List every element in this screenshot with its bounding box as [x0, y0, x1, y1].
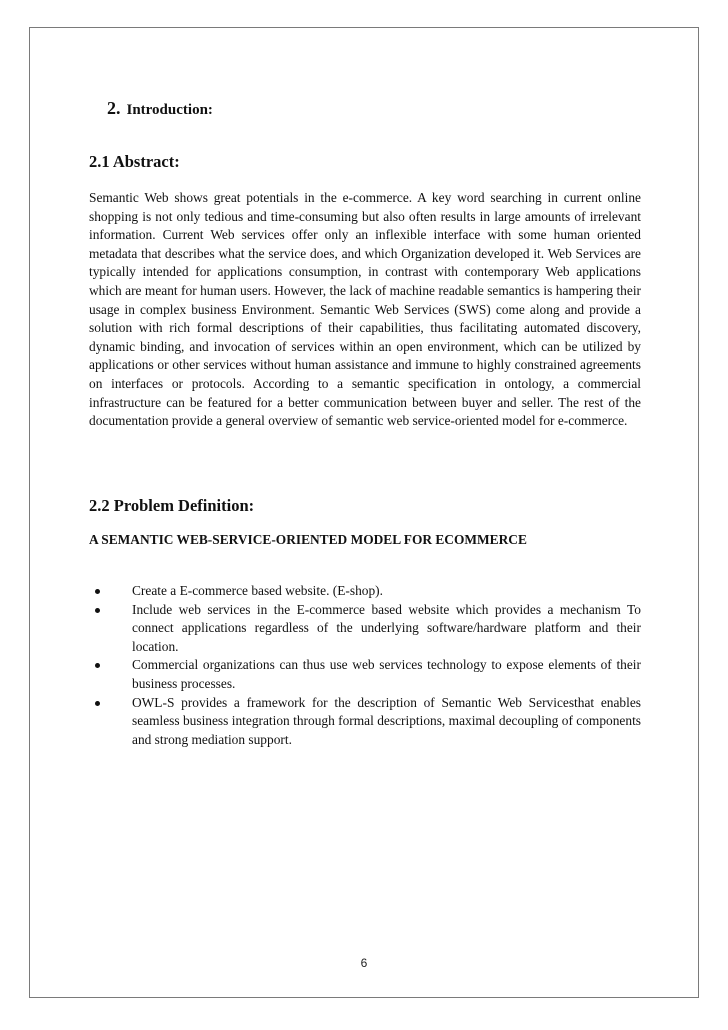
bullet-icon — [95, 608, 100, 613]
list-item — [95, 656, 641, 693]
bullet-icon — [95, 589, 100, 594]
section-title-text: Introduction: — [126, 102, 213, 118]
bullet-icon — [95, 663, 100, 668]
list-item-text: OWL-S provides a framework for the description of Semantic Web Servicesthat enables seamless business integration through formal descriptions, maximal decoupling of components and strong mediation support. — [132, 694, 641, 747]
bullet-icon — [95, 701, 100, 706]
abstract-paragraph: Semantic Web shows great potentials in the e-commerce. A key word searching in current online shopping is not only tedious and time-consuming but also often results in large amounts of irrelevant information. Current Web services offer only an inflexible interface with some human oriented metadata that describes what the service does, and which Organization developed it. Web Services are typically intended for applications consumption, in contrast with contemporary Web applications which are meant for human users. However, the lack of machine readable semantics is hampering their usage in complex business Environment. Semantic Web Services (SWS) come along and provide a solution with rich formal descriptions of their capabilities, thus facilitating automated discovery, dynamic binding, and invocation of services within an open environment, which can be utilized by applications or other services without human assistance and immune to highly constrained agreements on interfaces or protocols. According to a semantic specification in ontology, a commercial infrastructure can be featured for a better communication between buyer and seller. The rest of the documentation provide a general overview of semantic web service-oriented model for e-commerce. — [89, 190, 641, 429]
problem-subtitle: A SEMANTIC WEB-SERVICE-ORIENTED MODEL FOR ECOMMERCE — [89, 532, 527, 547]
problem-bullet-list — [95, 582, 641, 749]
list-item-text: Include web services in the E-commerce based website which provides a mechanism To connect applications regardless of the underlying software/hardware platform and their location. — [132, 601, 641, 654]
abstract-heading: 2.1 Abstract: — [89, 152, 180, 171]
section-number: 2. — [107, 98, 121, 118]
list-item — [95, 601, 641, 657]
problem-definition-heading: 2.2 Problem Definition: — [89, 496, 255, 515]
section-title — [107, 85, 213, 122]
page-number: 6 — [360, 956, 368, 970]
list-item-text: Create a E-commerce based website. (E-shop). — [132, 583, 383, 598]
list-item — [95, 694, 641, 750]
list-item-text: Commercial organizations can thus use web services technology to expose elements of their business processes. — [132, 657, 641, 691]
list-item — [95, 582, 641, 601]
